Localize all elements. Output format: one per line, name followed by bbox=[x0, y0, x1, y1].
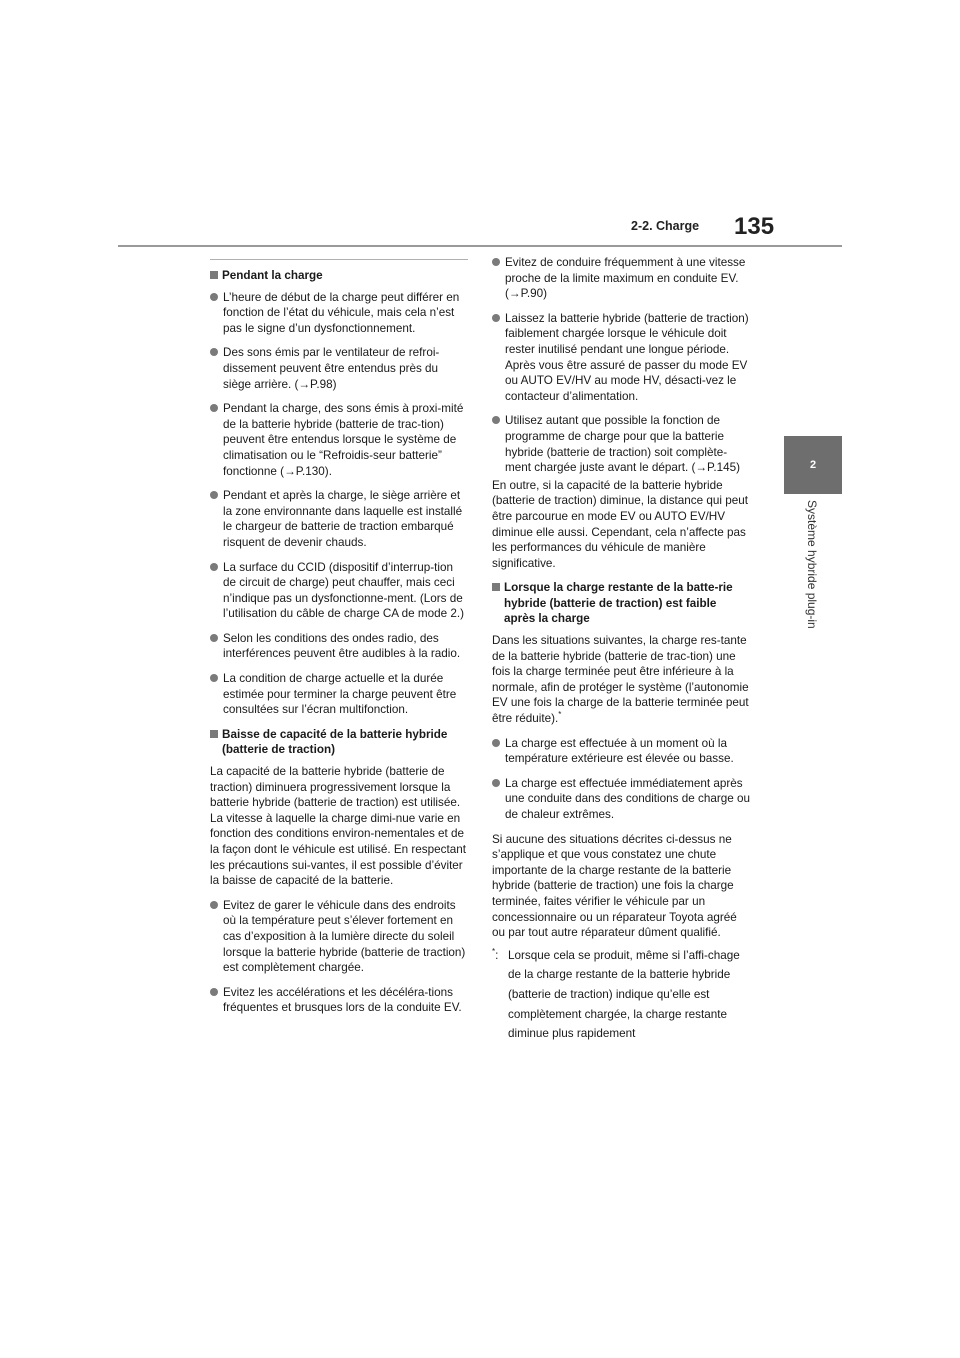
left-column bbox=[210, 259, 468, 1025]
list-item-subtext: Après vous être assuré de passer du mode EV ou AUTO EV/HV au mode HV, désacti-vez le contacteur d’alimentation. bbox=[505, 358, 748, 403]
page-number: 135 bbox=[734, 213, 775, 240]
square-bullet-icon bbox=[210, 268, 222, 284]
chapter-side-title bbox=[803, 500, 823, 660]
bullet-dot-icon bbox=[210, 898, 223, 976]
right-column bbox=[492, 255, 750, 1044]
bullet-dot-icon bbox=[210, 345, 223, 392]
section-heading: Baisse de capacité de la batterie hybride (batterie de traction) bbox=[210, 727, 468, 758]
list-item bbox=[492, 311, 750, 405]
list-item: Evitez les accélérations et les décéléra-tions fréquentes et brusques lors de la conduite EV. bbox=[210, 985, 468, 1016]
column-divider bbox=[210, 259, 468, 260]
list-item: Pendant et après la charge, le siège arrière et la zone environnante dans laquelle est installé le chargeur de batterie de traction embarqué risquent de devenir chauds. bbox=[210, 488, 468, 550]
list-item: Pendant la charge, des sons émis à proxi-mité de la batterie hybride (batterie de trac-tion) peuvent être entendus lorsque le système de climatisation ou le “Refroidis-seur batterie” fonctionne (→P.130). bbox=[210, 401, 468, 479]
paragraph: Si aucune des situations décrites ci-dessus ne s’applique et que vous constatez une chute importante de la charge restante de la batterie hybride (batterie de traction) une fois la charge terminée, faites vérifier le véhicule par un concessionnaire ou un réparateur Toyota agréé ou par tout autre réparateur dûment qualifié. bbox=[492, 832, 737, 940]
section-heading: Pendant la charge bbox=[210, 268, 468, 284]
list-item: La charge est effectuée à un moment où la température extérieure est élevée ou basse. bbox=[492, 736, 750, 767]
section-title: 2-2. Charge bbox=[631, 219, 700, 233]
list-item: Selon les conditions des ondes radio, des interférences peuvent être audibles à la radio. bbox=[210, 631, 468, 662]
bullet-dot-icon bbox=[210, 985, 223, 1016]
list-item: Evitez de conduire fréquemment à une vitesse proche de la limite maximum en conduite EV. (→P.90) bbox=[492, 255, 750, 302]
chapter-title: Système hybride plug-in bbox=[805, 500, 819, 629]
bullet-dot-icon bbox=[492, 311, 505, 405]
footnote-marker: * bbox=[558, 710, 562, 720]
header-divider bbox=[118, 245, 842, 247]
list-item: Utilisez autant que possible la fonction de programme de charge pour que la batterie hybride (batterie de traction) soit complète-ment chargée juste avant le départ. (→P.145) bbox=[492, 413, 750, 475]
list-item: La condition de charge actuelle et la durée estimée pour terminer la charge peuvent être consultées sur l’écran multifonction. bbox=[210, 671, 468, 718]
list-item: La charge est effectuée immédiatement après une conduite dans des conditions de charge ou de chaleur extrêmes. bbox=[492, 776, 750, 823]
footnote-text: Lorsque cela se produit, même si l’affi-chage de la charge restante de la batterie hybride (batterie de traction) indique qu’elle est complètement chargée, la charge restante diminue plus rapidement bbox=[508, 948, 740, 1041]
list-item-text: Laissez la batterie hybride (batterie de traction) faiblement chargée lorsque le véhicule doit rester inutilisé pendant une longue période. bbox=[505, 311, 749, 356]
bullet-dot-icon bbox=[210, 290, 223, 337]
bullet-dot-icon bbox=[210, 631, 223, 662]
bullet-dot-icon bbox=[210, 488, 223, 550]
list-item: Des sons émis par le ventilateur de refroi-dissement peuvent être entendus près du siège arrière. (→P.98) bbox=[210, 345, 468, 392]
list-item: Evitez de garer le véhicule dans des endroits où la température peut s’élever fortement en cas d’exposition à la lumière directe du soleil lorsque la batterie hybride (batterie de traction) est complètement chargée. bbox=[210, 898, 468, 976]
chapter-number: 2 bbox=[809, 459, 817, 471]
footnote-marker: * bbox=[492, 946, 496, 956]
bullet-dot-icon bbox=[210, 671, 223, 718]
paragraph: Dans les situations suivantes, la charge res-tante de la batterie hybride (batterie de trac-tion) une fois la charge terminée peut être inférieure à la normale, afin de protéger le système (l’autonomie EV une fois la charge de la batterie terminée peut être réduite).* bbox=[492, 634, 749, 726]
footnote: *: Lorsque cela se produit, même si l’affi-chage de la charge restante de la batterie hybride (batterie de traction) indique qu’elle est complètement chargée, la charge restante diminue plus rapidement bbox=[492, 946, 750, 1044]
bullet-dot-icon bbox=[492, 413, 505, 475]
bullet-dot-icon bbox=[492, 736, 505, 767]
bullet-dot-icon bbox=[210, 560, 223, 622]
bullet-dot-icon bbox=[492, 776, 505, 823]
square-bullet-icon bbox=[492, 580, 504, 627]
section-heading: Lorsque la charge restante de la batte-rie hybride (batterie de traction) est faible après la charge bbox=[492, 580, 750, 627]
bullet-dot-icon bbox=[210, 401, 223, 479]
chapter-tab bbox=[784, 436, 842, 494]
list-item: L’heure de début de la charge peut différer en fonction de l’état du véhicule, mais cela n’est pas le signe d’un dysfonctionnement. bbox=[210, 290, 468, 337]
paragraph: En outre, si la capacité de la batterie hybride (batterie de traction) diminue, la distance qui peut être parcourue en mode EV ou AUTO EV/HV diminue elle aussi. Cependant, cela n’affecte pas les performances du véhicule de manière significative. bbox=[492, 478, 748, 570]
square-bullet-icon bbox=[210, 727, 222, 758]
bullet-dot-icon bbox=[492, 255, 505, 302]
list-item: La surface du CCID (dispositif d’interrup-tion de circuit de charge) peut chauffer, mais ceci n’indique pas un dysfonctionne-ment. (Lors de l’utilisation du câble de charge CA de mode 2.) bbox=[210, 560, 468, 622]
paragraph: La capacité de la batterie hybride (batterie de traction) diminuera progressivement lorsque la batterie hybride (batterie de traction) est utilisée. La vitesse à laquelle la charge dimi-nue varie en fonction des conditions environ-nementales et de la façon dont le véhicule est utilisé. En respectant les précautions sui-vantes, il est possible d’éviter la baisse de capacité de la batterie. bbox=[210, 765, 466, 888]
